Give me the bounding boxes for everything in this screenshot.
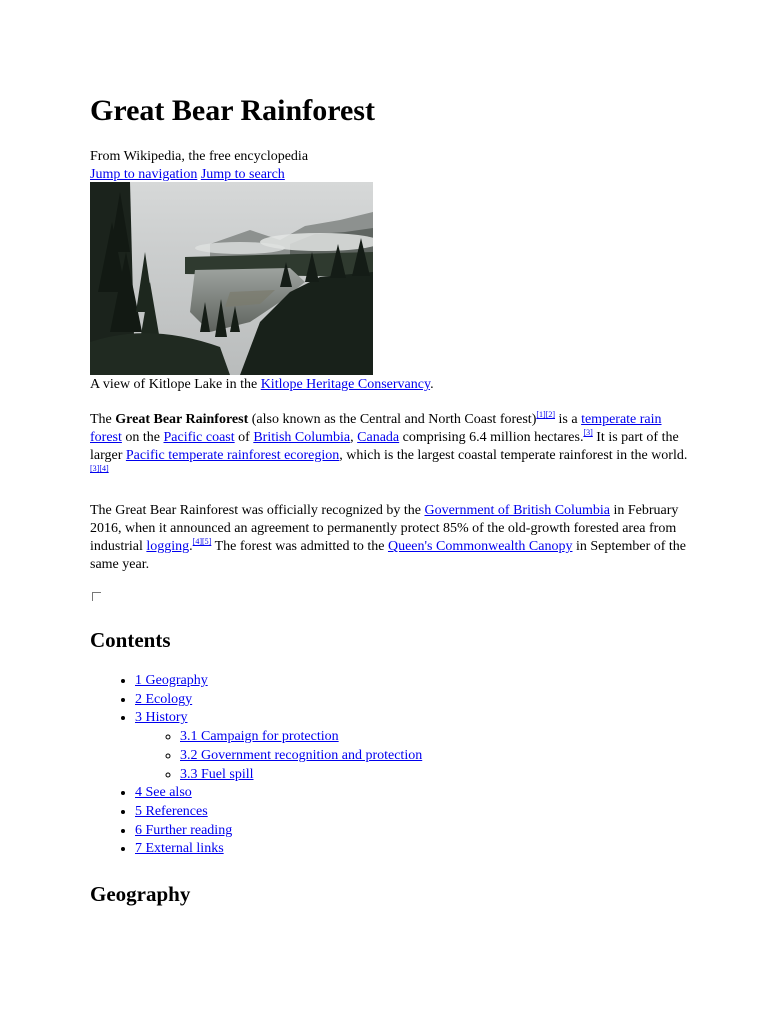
toc-link-government-recognition[interactable]: 3.2 Government recognition and protection	[180, 747, 423, 763]
table-of-contents	[90, 672, 635, 859]
text: (also known as the Central and North Coast forest)	[248, 412, 537, 427]
contents-heading: Contents	[90, 628, 171, 652]
caption-text: A view of Kitlope Lake in the	[90, 377, 261, 392]
text: ,	[350, 430, 358, 445]
toc-item	[180, 728, 635, 747]
text: comprising 6.4 million hectares.	[399, 430, 584, 445]
citation-1[interactable]: [1]	[536, 410, 546, 419]
citation-group	[536, 410, 555, 419]
toc-link-references[interactable]: 5 References	[135, 803, 208, 819]
toc-item	[135, 840, 635, 859]
text: on the	[121, 430, 164, 445]
toc-toggle-checkbox[interactable]	[92, 592, 101, 601]
text: The forest was admitted to the	[211, 539, 388, 554]
citation-group	[583, 428, 592, 437]
bold-term: Great Bear Rainforest	[115, 412, 249, 427]
citation-2[interactable]: [2]	[545, 410, 556, 419]
recognition-paragraph	[90, 502, 690, 574]
toc-link-see-also[interactable]: 4 See also	[135, 785, 192, 801]
page-title: Great Bear Rainforest	[90, 94, 375, 127]
logging-link[interactable]: logging	[146, 539, 190, 554]
site-tagline: From Wikipedia, the free encyclopedia	[90, 149, 309, 164]
toc-item	[180, 766, 635, 785]
text: in September of the same year.	[90, 539, 686, 572]
text: , which is the largest coastal temperate rainforest in the world.	[339, 448, 688, 463]
citation-3b[interactable]: [3]	[90, 464, 100, 473]
toc-item	[135, 822, 635, 841]
british-columbia-link[interactable]: British Columbia	[253, 430, 351, 445]
government-of-british-columbia-link[interactable]: Government of British Columbia	[424, 503, 610, 518]
kitlope-lake-photo[interactable]	[90, 182, 373, 375]
text: The Great Bear Rainforest was officially recognized by the	[90, 503, 425, 518]
citation-group	[90, 464, 109, 473]
intro-paragraph	[90, 411, 690, 483]
toc-sublist	[135, 728, 635, 784]
toc-link-ecology[interactable]: 2 Ecology	[135, 691, 193, 707]
kitlope-heritage-conservancy-link[interactable]: Kitlope Heritage Conservancy	[260, 377, 431, 392]
toc-link-geography[interactable]: 1 Geography	[135, 673, 208, 688]
text: of	[234, 430, 254, 445]
pacific-temperate-rainforest-ecoregion-link[interactable]: Pacific temperate rainforest ecoregion	[125, 448, 340, 463]
toc-item	[135, 672, 635, 691]
canada-link[interactable]: Canada	[357, 430, 400, 445]
toc-link-history[interactable]: 3 History	[135, 710, 188, 726]
temperate-rain-forest-link[interactable]: temperate rain forest	[90, 412, 662, 445]
citation-4b[interactable]: [4]	[192, 537, 202, 546]
jump-to-navigation-link[interactable]: Jump to navigation	[90, 167, 198, 182]
toc-item	[135, 784, 635, 803]
text: is a	[555, 412, 582, 427]
toc-item	[135, 709, 635, 784]
jump-to-search-link[interactable]: Jump to search	[200, 167, 285, 182]
toc-link-further-reading[interactable]: 6 Further reading	[135, 822, 233, 838]
toc-link-campaign-for-protection[interactable]: 3.1 Campaign for protection	[180, 729, 339, 745]
pacific-coast-link[interactable]: Pacific coast	[163, 430, 235, 445]
geography-heading: Geography	[90, 882, 191, 906]
text: in February 2016, when it announced an agreement to permanently protect 85% of the old-growth forested area from industrial	[90, 503, 679, 554]
text: It is part of the larger	[90, 430, 679, 463]
queens-commonwealth-canopy-link[interactable]: Queen's Commonwealth Canopy	[387, 539, 573, 554]
citation-5[interactable]: [5]	[202, 537, 212, 546]
toc-item	[135, 691, 635, 710]
toc-link-external-links[interactable]: 7 External links	[135, 841, 224, 857]
text: The	[90, 412, 116, 427]
text: .	[189, 539, 193, 554]
citation-group	[193, 537, 212, 546]
citation-4[interactable]: [4]	[99, 464, 109, 473]
image-caption	[90, 376, 434, 394]
toc-item	[135, 803, 635, 822]
toc-link-fuel-spill[interactable]: 3.3 Fuel spill	[180, 766, 254, 782]
toc-item	[180, 747, 635, 766]
citation-3[interactable]: [3]	[583, 428, 593, 437]
caption-period: .	[430, 377, 434, 392]
